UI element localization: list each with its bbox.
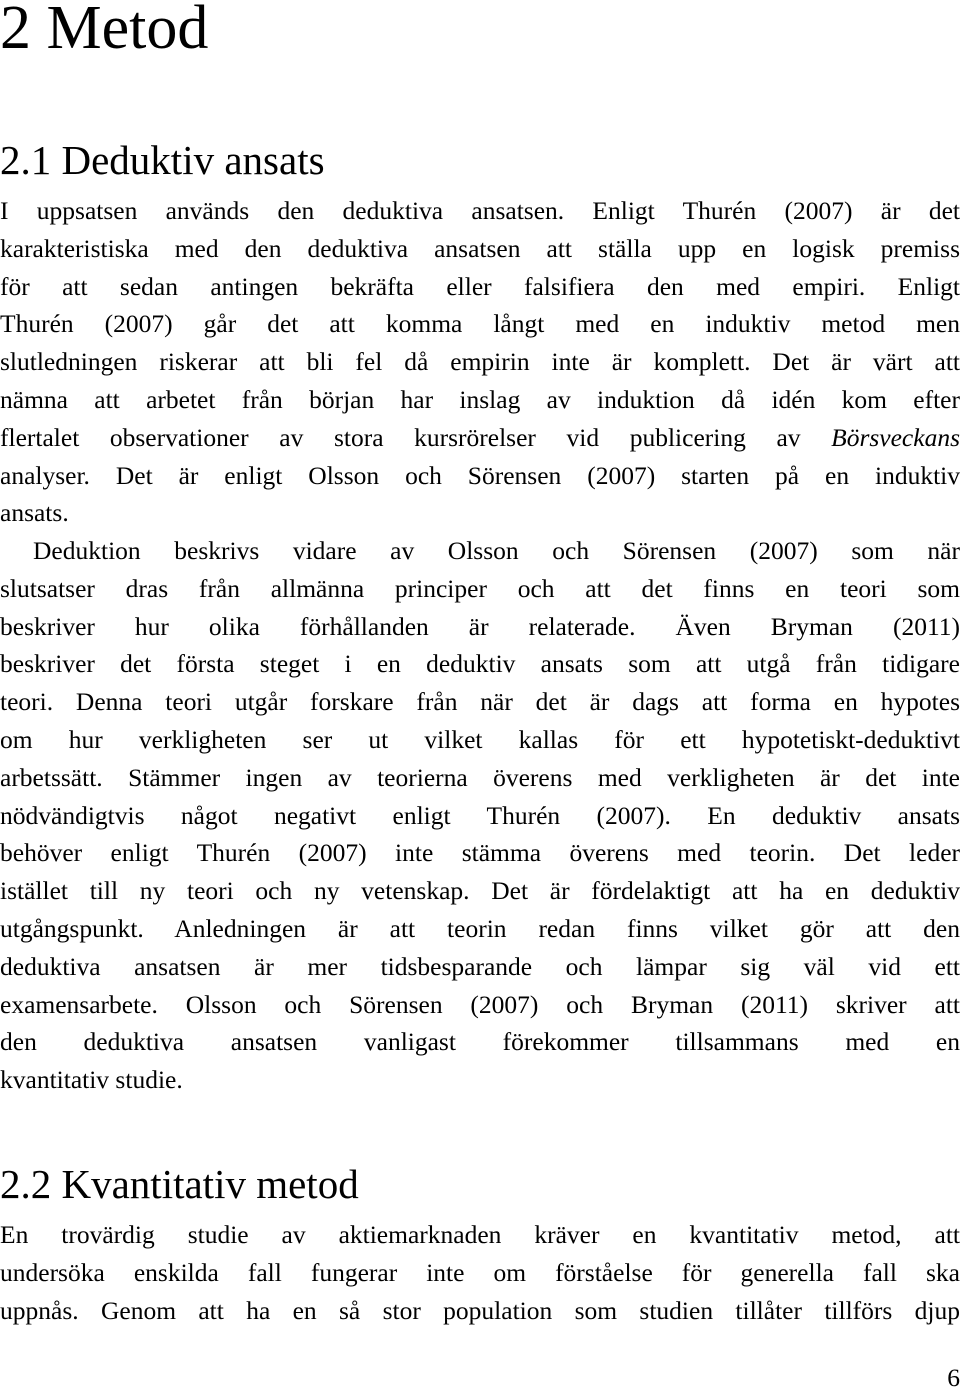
paragraph-line: om hur verkligheten ser ut vilket kallas för ett hypotetiskt-deduktivt <box>0 724 960 754</box>
paragraph-line: examensarbete. Olsson och Sörensen (2007) och Bryman (2011) skriver att <box>0 989 960 1019</box>
paragraph-line: den deduktiva ansatsen vanligast förekommer tillsammans med en <box>0 1027 960 1057</box>
paragraph-deduktion-beskrivs <box>0 532 960 1099</box>
paragraph-line: för att sedan antingen bekräfta eller falsifiera den med empiri. Enligt <box>0 271 960 301</box>
chapter-heading <box>0 0 208 64</box>
page-number: 6 <box>947 1363 960 1392</box>
paragraph-line: En trovärdig studie av aktiemarknaden kräver en kvantitativ metod, att <box>0 1220 960 1249</box>
paragraph-line: arbetssätt. Stämmer ingen av teorierna överens med verkligheten är det inte <box>0 762 960 792</box>
paragraph-line: beskriver hur olika förhållanden är relaterade. Även Bryman (2011) <box>0 611 960 641</box>
section-number: 2.1 <box>0 137 52 183</box>
paragraph-line: nämna att arbetet från början har inslag av induktion då idén kom efter <box>0 384 960 414</box>
paragraph-line: ansats. <box>0 498 69 528</box>
paragraph-line: behöver enligt Thurén (2007) inte stämma överens med teorin. Det leder <box>0 838 960 868</box>
italic-term: Börsveckans <box>831 422 960 452</box>
paragraph-line: nödvändigtvis något negativt enligt Thurén (2007). En deduktiv ansats <box>0 800 960 830</box>
paragraph-line: Thurén (2007) går det att komma långt med en induktiv metod men <box>0 309 960 339</box>
section-heading-kvantitativ-metod <box>0 1160 359 1208</box>
section-title: Kvantitativ metod <box>61 1161 359 1207</box>
paragraph-line: istället till ny teori och ny vetenskap. Det är fördelaktigt att ha en deduktiv <box>0 876 960 906</box>
section-title: Deduktiv ansats <box>61 137 325 183</box>
line-text: flertalet observationer av stora kursrörelser vid publicering av <box>0 422 832 452</box>
paragraph-line: uppnås. Genom att ha en så stor population som studien tillåter tillförs djup <box>0 1295 960 1325</box>
paragraph-deduktiv-intro <box>0 192 960 532</box>
paragraph-line: undersöka enskilda fall fungerar inte om förståelse för generella fall ska <box>0 1257 960 1287</box>
paragraph-line: beskriver det första steget i en deduktiv ansats som att utgå från tidigare <box>0 649 960 679</box>
section-number: 2.2 <box>0 1161 52 1207</box>
paragraph-line: Deduktion beskrivs vidare av Olsson och Sörensen (2007) som när <box>33 536 960 565</box>
paragraph-line: slutledningen riskerar att bli fel då empirin inte är komplett. Det är värt att <box>0 347 960 377</box>
chapter-number: 2 <box>0 0 31 62</box>
paragraph-line: analyser. Det är enligt Olsson och Sörensen (2007) starten på en induktiv <box>0 460 960 490</box>
paragraph-line: deduktiva ansatsen är mer tidsbesparande och lämpar sig väl vid ett <box>0 951 960 981</box>
chapter-title: Metod <box>46 0 209 62</box>
paragraph-kvantitativ-metod <box>0 1216 960 1329</box>
paragraph-line: teori. Denna teori utgår forskare från när det är dags att forma en hypotes <box>0 687 960 717</box>
paragraph-line: slutsatser dras från allmänna principer och att det finns en teori som <box>0 573 960 603</box>
paragraph-line: kvantitativ studie. <box>0 1065 183 1095</box>
paragraph-line-with-italic <box>0 419 960 457</box>
section-heading-deduktiv-ansats <box>0 136 325 184</box>
paragraph-line: I uppsatsen används den deduktiva ansatsen. Enligt Thurén (2007) är det <box>0 196 960 225</box>
paragraph-line: karakteristiska med den deduktiva ansatsen att ställa upp en logisk premiss <box>0 233 960 263</box>
paragraph-line: utgångspunkt. Anledningen är att teorin redan finns vilket gör att den <box>0 913 960 943</box>
